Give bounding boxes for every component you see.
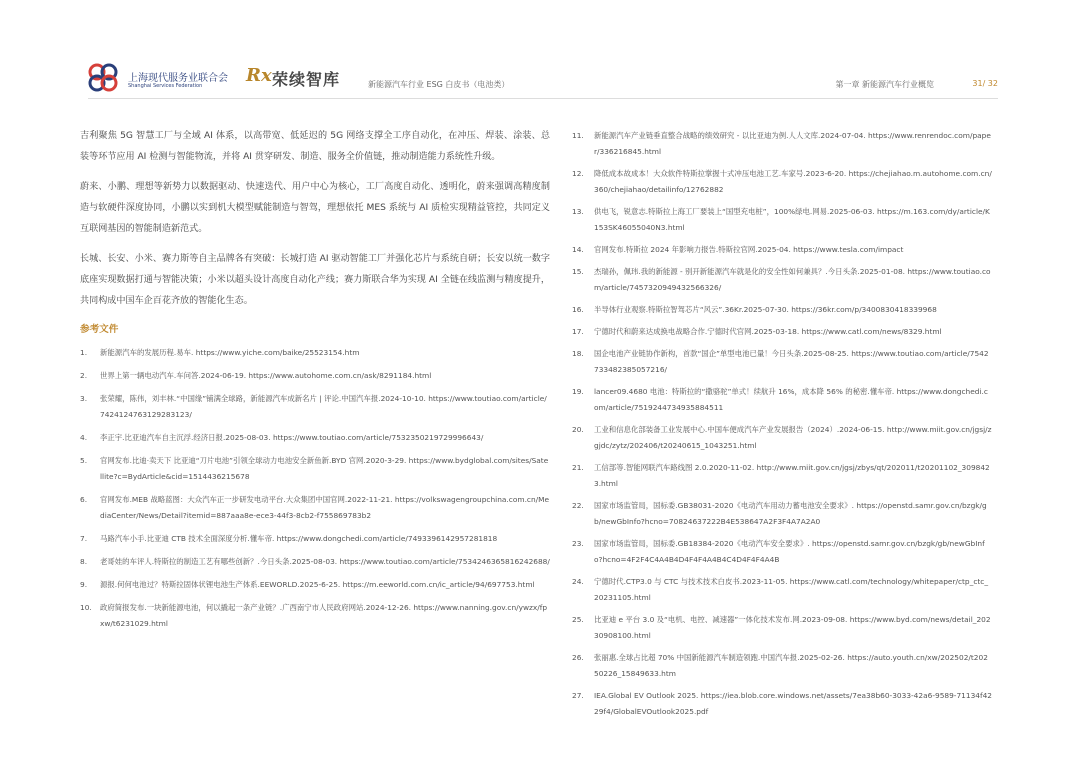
reference-item [80, 554, 550, 570]
reference-number: 22. [572, 501, 584, 510]
reference-item [80, 345, 550, 361]
left-column [80, 126, 550, 639]
brand-mark: Rx [246, 65, 272, 86]
reference-number: 7. [80, 534, 88, 543]
reference-text: 供电飞，锐意志.特斯拉上海工厂要装上“国型充电桩”，100%绿电.网易.2025-06-03. https://m.163.com/dy/article/K153SK46055040N3.html [594, 207, 990, 232]
chapter-title: 第一章 新能源汽车行业概览 [835, 80, 934, 89]
reference-text: IEA.Global EV Outlook 2025. https://iea.blob.core.windows.net/assets/7ea38b60-3033-42a6-9589-71134f4229f4/GlobalEVOutlook2025.pdf [594, 691, 992, 716]
page-header [88, 58, 998, 102]
reference-item [80, 453, 550, 485]
reference-number: 11. [572, 131, 584, 140]
reference-item [572, 128, 992, 160]
reference-number: 21. [572, 463, 584, 472]
reference-text: 宁德时代和蔚来达成换电战略合作.宁德时代官网.2025-03-18. https://www.catl.com/news/8329.html [594, 327, 942, 336]
reference-text: 降低成本故成本！大众软件特斯拉掌握十式冲压电池工艺.车家号.2023-6-20. https://chejiahao.m.autohome.com.cn/360/chejiahao/detailinfo/12762882 [594, 169, 992, 194]
reference-number: 14. [572, 245, 584, 254]
reference-number: 18. [572, 349, 584, 358]
reference-item [572, 422, 992, 454]
reference-text: 新能源汽车产业链垂直整合战略的绩效研究 - 以比亚迪为例.人人文库.2024-07-04. https://www.renrendoc.com/paper/336216845.html [594, 131, 991, 156]
reference-text: 世界上第一辆电动汽车.车问答.2024-06-19. https://www.autohome.com.cn/ask/8291184.html [100, 371, 432, 380]
reference-text: 国家市场监管局，国标委.GB38031-2020《电动汽车用动力蓄电池安全要求》. https://openstd.samr.gov.cn/bzgk/gb/newGbInfo?hcno=70824637222B4E538647A2F3F4A7A2A0 [594, 501, 987, 526]
reference-item [572, 346, 992, 378]
reference-number: 24. [572, 577, 584, 586]
reference-text: 宁德时代.CTP3.0 与 CTC 与技术技术白皮书.2023-11-05. https://www.catl.com/technology/whitepaper/ctp_ctc_20231105.html [594, 577, 989, 602]
reference-item [572, 650, 992, 682]
reference-text: lancer09.4680 电池：特斯拉的“撒骆驼”单式！续航升 16%，成本降 56% 的秘密.懂车帝. https://www.dongchedi.com/article/7519244734935884511 [594, 387, 988, 412]
reference-item [572, 166, 992, 198]
reference-item [572, 536, 992, 568]
reference-item [80, 531, 550, 547]
right-column [572, 128, 992, 726]
brand-name: 荣续智库 [272, 70, 341, 89]
reference-item [572, 242, 992, 258]
reference-text: 官网发布.MEB 战略蓝图：大众汽车正一步研发电动平台.大众集团中国官网.2022-11-21. https://volkswagengroupchina.com.cn/MediaCenter/News/Detail?itemid=887aaa8e-ece3-44f3-8cb2-f755869783b2 [100, 495, 550, 520]
reference-number: 1. [80, 348, 88, 357]
org-name-cn: 上海现代服务业联合会 [128, 73, 228, 84]
reference-item [572, 460, 992, 492]
reference-item [80, 600, 550, 632]
reference-number: 19. [572, 387, 584, 396]
reference-text: 工业和信息化部装备工业发展中心.中国车便成汽车产业发展报告（2024）.2024-06-15. http://www.miit.gov.cn/jgsj/zgjdc/zytz/202406/t20240615_1043251.html [594, 425, 992, 450]
reference-text: 工信部等.智能网联汽车路线图 2.0.2020-11-02. http://www.miit.gov.cn/jgsj/zbys/qt/202011/t20201102_3098423.html [594, 463, 990, 488]
brand-logo [246, 62, 366, 94]
reference-item [572, 574, 992, 606]
reference-number: 2. [80, 371, 88, 380]
body-paragraph: 吉利聚焦 5G 智慧工厂与全域 AI 体系，以高带宽、低延迟的 5G 网络支撑全工序自动化，在冲压、焊装、涂装、总装等环节应用 AI 检测与智能物流，并将 AI 贯穿研发、制造、服务全价值链，推动制造能力系统性升级。 [80, 131, 550, 162]
reference-text: 官网发布.比迪·卖天下 比亚迪“刀片电池”引领全球动力电池安全新鱼新.BYD 官网.2020-3-29. https://www.bydglobal.com/sites/Satellite?c=BydArticle&cid=1514436215678 [100, 456, 549, 481]
reference-item [572, 324, 992, 340]
reference-text: 张荣耀，陈伟，刘丰林.“中国缘”铺满全球路，新能源汽车成新名片 | 评论.中国汽车报.2024-10-10. https://www.toutiao.com/article/7424124763129283123/ [100, 394, 547, 419]
reference-number: 4. [80, 433, 88, 442]
reference-text: 马路汽车小手.比亚迪 CTB 技术全面深度分析.懂车帝. https://www.dongchedi.com/article/7493396142957281818 [100, 534, 498, 543]
org-name-en: Shanghai Services Federation [128, 83, 203, 89]
reference-item [80, 492, 550, 524]
reference-number: 12. [572, 169, 584, 178]
reference-number: 13. [572, 207, 584, 216]
reference-text: 李正宇.比亚迪汽车自主沉浮.经济日报.2025-08-03. https://www.toutiao.com/article/7532350219729996643/ [100, 433, 484, 442]
reference-text: 国企电池产业链协作新构，首款“国企”单型电池已量！今日头条.2025-08-25. https://www.toutiao.com/article/7542733482385057216/ [594, 349, 989, 374]
references-heading: 参考文件 [80, 324, 119, 335]
reference-item [572, 612, 992, 644]
reference-text: 半导体行业观察.特斯拉智驾芯片“风云”.36Kr.2025-07-30. https://36kr.com/p/3400830418339968 [594, 305, 937, 314]
reference-number: 17. [572, 327, 584, 336]
reference-number: 23. [572, 539, 584, 548]
reference-number: 15. [572, 267, 584, 276]
reference-item [80, 391, 550, 423]
reference-text: 比亚迪 e 平台 3.0 及“电机、电控、减速器”一体化技术发布.网.2023-09-08. https://www.byd.com/news/detail_20230908100.html [594, 615, 991, 640]
reference-text: 国家市场监管局，国标委.GB18384-2020《电动汽车安全要求》. https://openstd.samr.gov.cn/bzgk/gb/newGbInfo?hcno=4F2F4C4A4B4D4F4F4A4B4C4D4F4F4A4B [594, 539, 985, 564]
reference-number: 8. [80, 557, 88, 566]
reference-number: 16. [572, 305, 584, 314]
reference-number: 20. [572, 425, 584, 434]
reference-number: 26. [572, 653, 584, 662]
document-title: 新能源汽车行业 ESG 白皮书（电池类） [368, 80, 510, 89]
org-logo [88, 62, 238, 94]
body-paragraph: 蔚来、小鹏、理想等新势力以数据驱动、快速迭代、用户中心为核心，工厂高度自动化、透明化，蔚来强调高精度制造与软硬件深度协同，小鹏以实到机大模型赋能制造与智驾，理想依托 MES 系统与 AI 质检实现精益管控，共同定义互联网基因的智能制造新范式。 [80, 182, 550, 234]
org-logo-icon [88, 62, 122, 92]
reference-number: 27. [572, 691, 584, 700]
reference-text: 源报.何何电池过？特斯拉固体状锂电池生产体系.EEWORLD.2025-6-25. https://m.eeworld.com.cn/ic_article/94/697753.html [100, 580, 535, 589]
reference-item [80, 577, 550, 593]
reference-item [572, 498, 992, 530]
reference-text: 老哥娃的车评人.特斯拉的制造工艺有哪些创新？.今日头条.2025-08-03. https://www.toutiao.com/article/7534246365816242688/ [100, 557, 550, 566]
reference-number: 10. [80, 603, 92, 612]
reference-text: 张丽惠.全球占比超 70% 中国新能源汽车制造领跑.中国汽车报.2025-02-26. https://auto.youth.cn/xw/202502/t20250226_15849633.htm [594, 653, 988, 678]
reference-text: 杰瑞孙，佩玮.我的新能源 - 别开新能源汽车就是化的安全性如何兼具？.今日头条.2025-01-08. https://www.toutiao.com/article/7457320949432566326/ [594, 267, 991, 292]
reference-number: 9. [80, 580, 88, 589]
reference-text: 官网发布.特斯拉 2024 年影响力报告.特斯拉官网.2025-04. https://www.tesla.com/impact [594, 245, 904, 254]
page-number: 31/ 32 [972, 79, 998, 88]
reference-item [80, 430, 550, 446]
reference-item [572, 302, 992, 318]
reference-number: 25. [572, 615, 584, 624]
reference-number: 6. [80, 495, 88, 504]
reference-number: 5. [80, 456, 88, 465]
reference-item [572, 384, 992, 416]
reference-item [572, 204, 992, 236]
reference-text: 新能源汽车的发展历程.易车. https://www.yiche.com/baike/25523154.htm [100, 348, 360, 357]
reference-text: 政府简报发布.一块新能源电池，何以撬起一条产业链？.广西南宁市人民政府网站.2024-12-26. https://www.nanning.gov.cn/ywzx/fpxw/t6231029.html [100, 603, 548, 628]
reference-item [80, 368, 550, 384]
header-divider [88, 98, 998, 99]
reference-item [572, 688, 992, 720]
reference-item [572, 264, 992, 296]
body-paragraph: 长城、长安、小米、赛力斯等自主品牌各有突破：长城打造 AI 驱动智能工厂并强化芯片与系统自研；长安以统一数字底座实现数据打通与智能决策；小米以超头设计高度自动化产线；赛力斯联合华为实现 AI 全链在线监测与精度提升，共同构成中国车企百花齐放的智能化生态。 [80, 254, 550, 306]
reference-number: 3. [80, 394, 88, 403]
